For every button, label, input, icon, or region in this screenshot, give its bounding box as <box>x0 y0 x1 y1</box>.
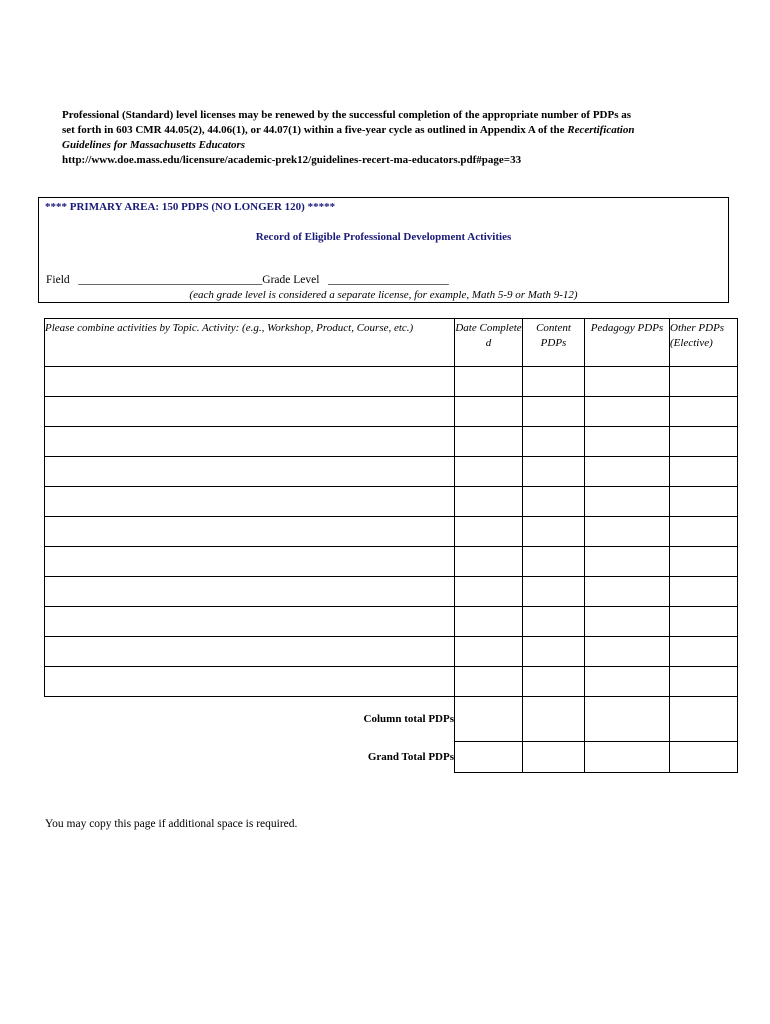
grade-level-input[interactable]: _____________________ <box>328 274 449 286</box>
grand-total-row <box>45 742 738 773</box>
pedagogy-pdps-cell[interactable] <box>585 577 670 607</box>
table-row <box>45 517 738 547</box>
footer-note: You may copy this page if additional space is required. <box>45 818 298 830</box>
date-completed-column-header: Date Complete d <box>455 319 523 367</box>
primary-area-box <box>38 197 729 303</box>
activity-cell[interactable] <box>45 547 455 577</box>
other-pdps-cell[interactable] <box>670 487 738 517</box>
other-pdps-cell[interactable] <box>670 637 738 667</box>
intro-paragraph <box>62 108 727 168</box>
pedagogy-pdps-cell[interactable] <box>585 457 670 487</box>
content-pdps-column-header: Content PDPs <box>523 319 585 367</box>
content-pdps-cell[interactable] <box>523 397 585 427</box>
pedagogy-pdps-cell[interactable] <box>585 487 670 517</box>
column-total-date-cell[interactable] <box>455 697 523 742</box>
other-pdps-cell[interactable] <box>670 547 738 577</box>
grand-total-content-cell[interactable] <box>523 742 585 773</box>
date-cell[interactable] <box>455 577 523 607</box>
other-pdps-cell[interactable] <box>670 577 738 607</box>
other-pdps-cell[interactable] <box>670 427 738 457</box>
field-label: Field <box>46 274 70 286</box>
pedagogy-pdps-cell[interactable] <box>585 517 670 547</box>
activity-cell[interactable] <box>45 367 455 397</box>
other-pdps-column-header: Other PDPs (Elective) <box>670 319 738 367</box>
date-cell[interactable] <box>455 667 523 697</box>
column-total-content-cell[interactable] <box>523 697 585 742</box>
intro-line-2-italic: Recertification <box>567 124 635 136</box>
pedagogy-pdps-cell[interactable] <box>585 607 670 637</box>
primary-area-title: **** PRIMARY AREA: 150 PDPS (NO LONGER 120) ***** <box>45 201 336 213</box>
date-cell[interactable] <box>455 607 523 637</box>
field-grade-line <box>46 274 449 286</box>
date-cell[interactable] <box>455 487 523 517</box>
column-total-pedagogy-cell[interactable] <box>585 697 670 742</box>
other-pdps-cell[interactable] <box>670 457 738 487</box>
date-cell[interactable] <box>455 367 523 397</box>
activity-cell[interactable] <box>45 397 455 427</box>
table-row <box>45 667 738 697</box>
table-row <box>45 607 738 637</box>
content-pdps-cell[interactable] <box>523 517 585 547</box>
table-row <box>45 547 738 577</box>
content-pdps-cell[interactable] <box>523 577 585 607</box>
other-pdps-cell[interactable] <box>670 367 738 397</box>
table-row <box>45 367 738 397</box>
activity-cell[interactable] <box>45 607 455 637</box>
content-pdps-cell[interactable] <box>523 487 585 517</box>
table-row <box>45 457 738 487</box>
date-cell[interactable] <box>455 397 523 427</box>
column-total-other-cell[interactable] <box>670 697 738 742</box>
content-pdps-cell[interactable] <box>523 667 585 697</box>
activity-cell[interactable] <box>45 457 455 487</box>
activity-cell[interactable] <box>45 487 455 517</box>
grand-total-date-cell[interactable] <box>455 742 523 773</box>
date-cell[interactable] <box>455 427 523 457</box>
grand-total-other-cell[interactable] <box>670 742 738 773</box>
intro-line-3: Guidelines for Massachusetts Educators <box>62 139 246 151</box>
grand-total-pedagogy-cell[interactable] <box>585 742 670 773</box>
record-title: Record of Eligible Professional Development Activities <box>255 231 512 243</box>
date-cell[interactable] <box>455 547 523 577</box>
activity-cell[interactable] <box>45 427 455 457</box>
other-pdps-cell[interactable] <box>670 667 738 697</box>
activities-table <box>44 318 738 773</box>
date-cell[interactable] <box>455 517 523 547</box>
activity-cell[interactable] <box>45 577 455 607</box>
activity-cell[interactable] <box>45 517 455 547</box>
column-total-row <box>45 697 738 742</box>
table-row <box>45 427 738 457</box>
guidelines-url[interactable]: http://www.doe.mass.edu/licensure/academic-prek12/guidelines-recert-ma-educators.pdf#page=33 <box>62 154 522 166</box>
other-pdps-cell[interactable] <box>670 397 738 427</box>
intro-line-2-text: set forth in 603 CMR 44.05(2), 44.06(1), or 44.07(1) within a five-year cycle as outlined in Appendix A of the <box>62 124 568 136</box>
content-pdps-cell[interactable] <box>523 367 585 397</box>
table-row <box>45 637 738 667</box>
intro-line-2 <box>62 123 727 138</box>
column-total-label: Column total PDPs <box>363 713 454 726</box>
pedagogy-pdps-cell[interactable] <box>585 427 670 457</box>
other-pdps-cell[interactable] <box>670 607 738 637</box>
pedagogy-pdps-cell[interactable] <box>585 397 670 427</box>
grade-level-note: (each grade level is considered a separate license, for example, Math 5-9 or Math 9-12) <box>189 289 578 301</box>
field-input[interactable]: ________________________________ <box>78 274 263 286</box>
pedagogy-pdps-column-header: Pedagogy PDPs <box>585 319 670 367</box>
table-row <box>45 577 738 607</box>
pedagogy-pdps-cell[interactable] <box>585 367 670 397</box>
pedagogy-pdps-cell[interactable] <box>585 667 670 697</box>
activity-cell[interactable] <box>45 637 455 667</box>
activity-cell[interactable] <box>45 667 455 697</box>
grade-level-label: Grade Level <box>262 274 320 286</box>
intro-line-1: Professional (Standard) level licenses may be renewed by the successful completion of the appropriate number of PDPs as <box>62 109 632 121</box>
content-pdps-cell[interactable] <box>523 427 585 457</box>
table-row <box>45 397 738 427</box>
content-pdps-cell[interactable] <box>523 547 585 577</box>
content-pdps-cell[interactable] <box>523 637 585 667</box>
table-row <box>45 487 738 517</box>
pedagogy-pdps-cell[interactable] <box>585 637 670 667</box>
content-pdps-cell[interactable] <box>523 457 585 487</box>
date-cell[interactable] <box>455 457 523 487</box>
grand-total-label: Grand Total PDPs <box>367 751 454 763</box>
date-cell[interactable] <box>455 637 523 667</box>
table-header-row <box>45 319 738 367</box>
activity-column-header: Please combine activities by Topic. Activity: (e.g., Workshop, Product, Course, etc.) <box>45 319 455 367</box>
pedagogy-pdps-cell[interactable] <box>585 547 670 577</box>
other-pdps-cell[interactable] <box>670 517 738 547</box>
content-pdps-cell[interactable] <box>523 607 585 637</box>
